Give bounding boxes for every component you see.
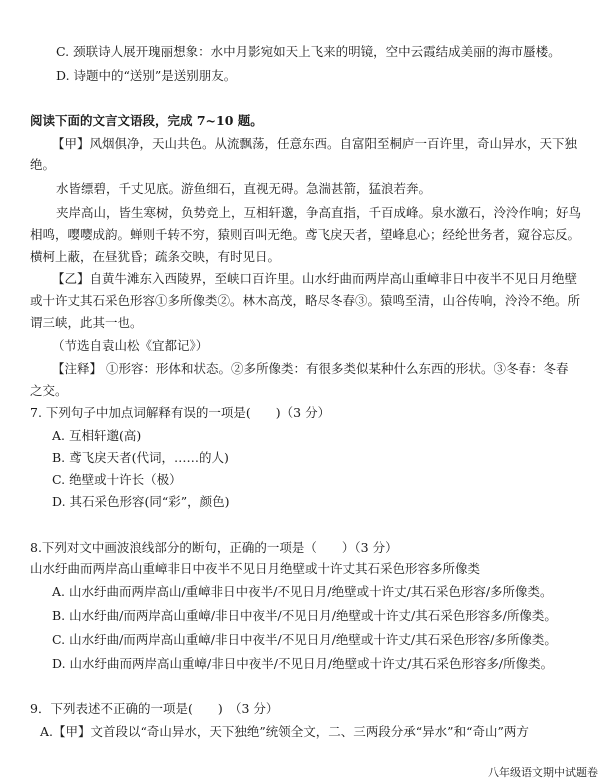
passage-source: （节选自袁山松《宜都记》） [52, 338, 209, 353]
q7-option-b: B. 鸢飞戾天者(代词，……的人) [52, 450, 229, 465]
q9-option-a: A.【甲】文首段以“奇山异水，天下独绝”统领全文，二、三两段分承“异水”和“奇山”两方 [40, 724, 529, 739]
passage-jia-p2: 水皆缥碧，千丈见底。游鱼细石，直视无碍。急湍甚箭，猛浪若奔。 [56, 181, 432, 196]
prev-option-d: D. 诗题中的“送别”是送别朋友。 [56, 68, 237, 83]
passage-yi-line1: 【乙】自黄牛滩东入西陵界，至峡口百许里。山水纡曲而两岸高山重嶂非日中夜半不见日月绝壁 [52, 271, 578, 286]
section-title: 阅读下面的文言文语段，完成 7~10 题。 [30, 113, 263, 128]
q8-option-b: B. 山水纡曲/而两岸高山重嶂/非日中夜半/不见日月/绝壁或十许丈/其石采色形容多/所像类。 [52, 608, 557, 623]
q9-stem: 9．下列表述不正确的一项是( ) （3 分） [30, 701, 279, 716]
passage-jia-p3-line2: 相鸣，嘤嘤成韵。蝉则千转不穷，猿则百叫无绝。鸢飞戾天者，望峰息心；经纶世务者，窥谷忘反。 [30, 227, 581, 242]
notes-line1: 【注释】 ①形容：形体和状态。②多所像类：有很多类似某种什么东西的形状。③冬春：冬春 [52, 361, 569, 376]
passage-jia-p1-line1: 【甲】风烟俱净，天山共色。从流飘荡，任意东西。自富阳至桐庐一百许里，奇山异水，天下独 [52, 136, 578, 151]
q7-option-c: C. 绝壁或十许长（极） [52, 472, 182, 487]
q7-option-a: A. 互相轩邈(高) [52, 428, 142, 443]
q8-option-c: C. 山水纡曲/而两岸高山重嶂/非日中夜半/不见日月/绝壁或十许丈/其石采色形容/多所像类。 [52, 632, 557, 647]
q8-option-a: A. 山水纡曲而两岸高山/重嶂非日中夜半/不见日月/绝壁或十许丈/其石采色形容/多所像类。 [52, 584, 553, 599]
passage-yi-line3: 谓三峡，此其一也。 [30, 315, 143, 330]
passage-yi-line2: 或十许丈其石采色形容①多所像类②。林木高茂，略尽冬春③。猿鸣至清，山谷传响，泠泠不绝。所 [30, 293, 581, 308]
notes-line2: 之交。 [30, 383, 68, 398]
q8-stem: 8.下列对文中画波浪线部分的断句，正确的一项是（ ）（3 分） [30, 540, 398, 555]
page-footer: 八年级语文期中试题卷 [488, 766, 598, 779]
passage-jia-p3-line3: 横柯上蔽，在昼犹昏；疏条交映，有时见日。 [30, 249, 281, 264]
q7-stem: 7. 下列句子中加点词解释有误的一项是( )（3 分） [30, 405, 331, 420]
prev-option-c: C. 颈联诗人展开瑰丽想象：水中月影宛如天上飞来的明镜，空中云霞结成美丽的海市蜃楼。 [56, 44, 561, 59]
q8-option-d: D. 山水纡曲而两岸高山重嶂/非日中夜半/不见日月/绝壁或十许丈/其石采色形容多/所像类。 [52, 656, 554, 671]
q8-sentence: 山水纡曲而两岸高山重嶂非日中夜半不见日月绝壁或十许丈其石采色形容多所像类 [30, 561, 481, 576]
q7-option-d: D. 其石采色形容(同“彩”，颜色) [52, 494, 230, 509]
passage-jia-p1-line2: 绝。 [30, 157, 56, 172]
passage-jia-p3-line1: 夹岸高山，皆生寒树，负势竞上，互相轩邈，争高直指，千百成峰。泉水激石，泠泠作响；好鸟 [56, 205, 582, 220]
